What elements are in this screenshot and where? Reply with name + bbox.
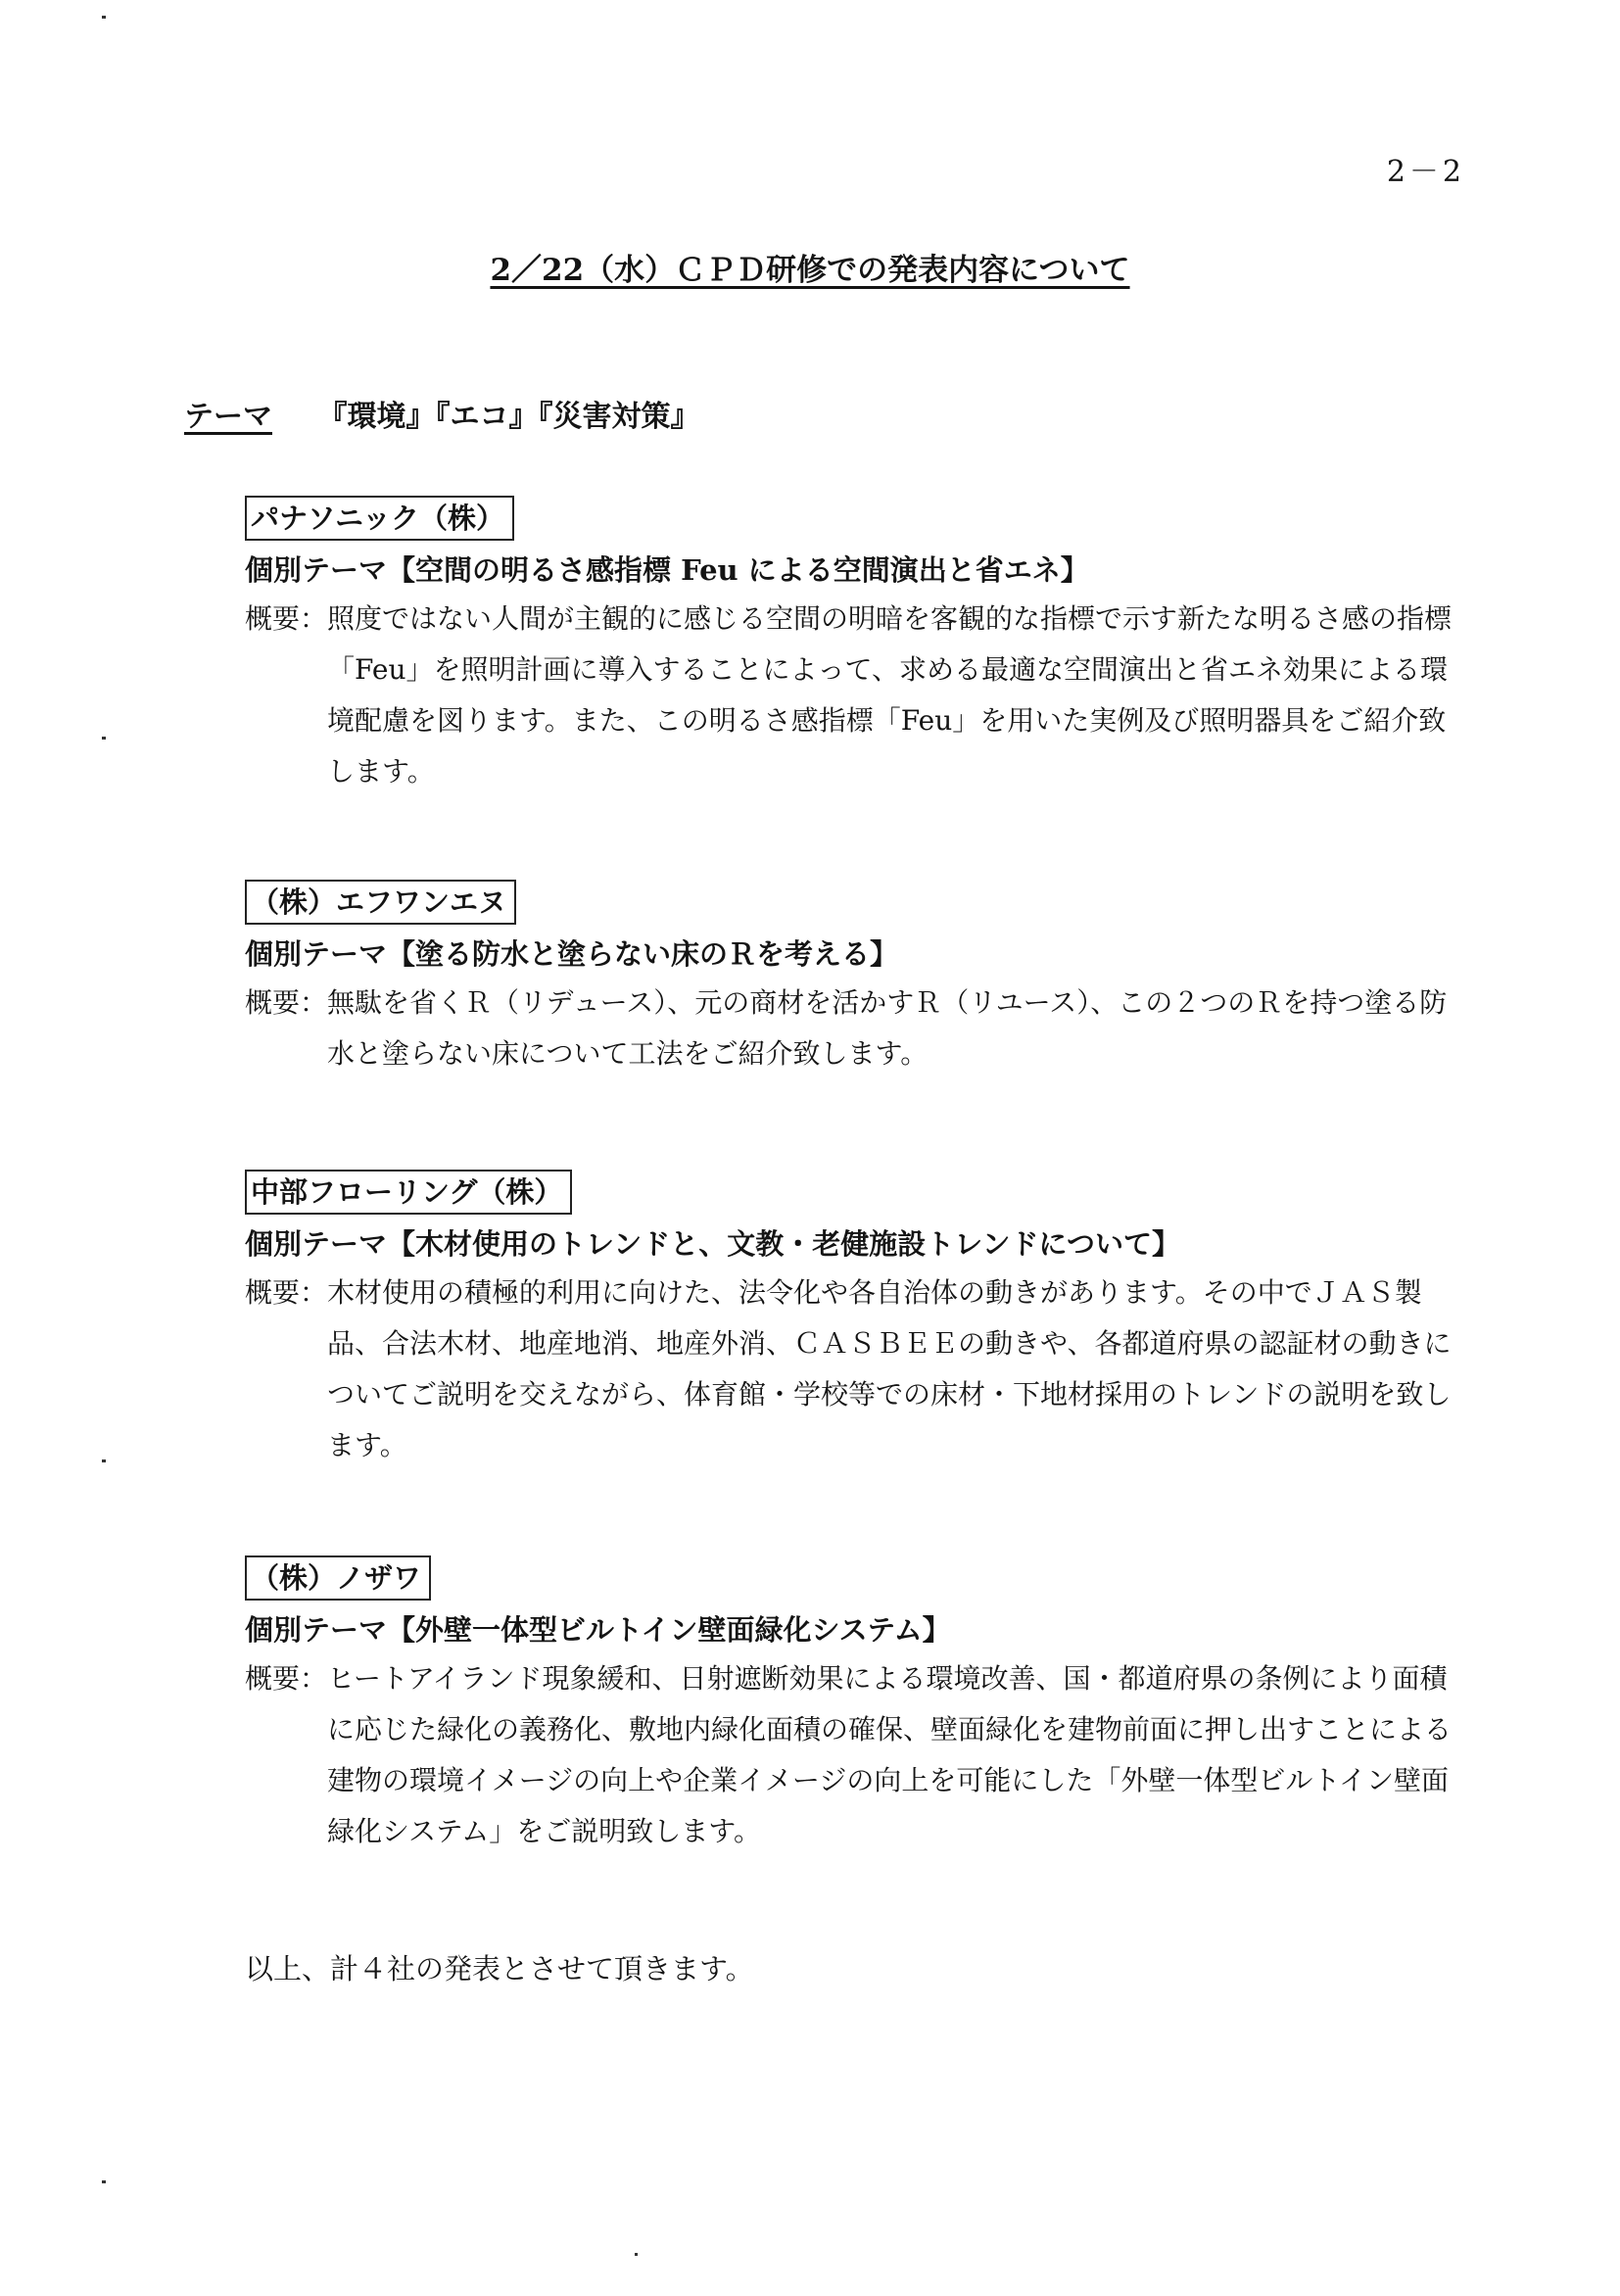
- presentation-section: [245, 1170, 1459, 1471]
- presentation-section: [245, 880, 1459, 1079]
- sub-theme: 個別テーマ【外壁一体型ビルトイン壁面緑化システム】: [245, 1613, 951, 1647]
- summary: [245, 978, 1459, 1079]
- summary-label: 概要：: [245, 602, 328, 635]
- closing-statement: 以上、計４社の発表とさせて頂きます。: [245, 1952, 754, 1985]
- document-title-text: 2／22（水）ＣＰＤ研修での発表内容について: [490, 253, 1130, 288]
- scan-speck: [102, 1459, 106, 1462]
- company-name-box: （株）エフワンエヌ: [245, 880, 516, 925]
- sub-theme: 個別テーマ【塗る防水と塗らない床のＲを考える】: [245, 937, 899, 971]
- summary-text: 照度ではない人間が主観的に感じる空間の明暗を客観的な指標で示す新たな明るさ感の指標「Feu」を照明計画に導入することによって、求める最適な空間演出と省エネ効果による環境配慮を図ります。また、この明るさ感指標「Feu」を用いた実例及び照明器具をご紹介致します。: [327, 602, 1453, 788]
- presentation-section: [245, 1555, 1459, 1857]
- document-title: [0, 245, 1620, 289]
- sub-theme: 個別テーマ【木材使用のトレンドと、文教・老健施設トレンドについて】: [245, 1227, 1180, 1261]
- scan-speck: [102, 737, 106, 740]
- presentation-section: [245, 496, 1459, 797]
- summary: [245, 594, 1459, 797]
- summary: [245, 1653, 1459, 1857]
- scan-speck: [102, 16, 106, 19]
- theme-line: [184, 392, 699, 435]
- summary-label: 概要：: [245, 1662, 328, 1695]
- sub-theme: 個別テーマ【空間の明るさ感指標 Feu による空間演出と省エネ】: [245, 553, 1089, 587]
- theme-label: テーマ: [184, 400, 272, 434]
- summary-text: ヒートアイランド現象緩和、日射遮断効果による環境改善、国・都道府県の条例により面積に応じた緑化の義務化、敷地内緑化面積の確保、壁面緑化を建物前面に押し出すことによる建物の環境イメージの向上や企業イメージの向上を可能にした「外壁一体型ビルトイン壁面緑化システム」をご説明致します。: [327, 1662, 1453, 1847]
- summary: [245, 1268, 1459, 1471]
- page-number: 2－2: [1386, 155, 1465, 189]
- scan-speck: [102, 2180, 106, 2183]
- company-name-box: パナソニック（株）: [245, 496, 514, 541]
- theme-value: 『環境』『エコ』『災害対策』: [317, 400, 700, 434]
- summary-label: 概要：: [245, 986, 328, 1019]
- summary-label: 概要：: [245, 1276, 328, 1309]
- company-name-box: （株）ノザワ: [245, 1555, 431, 1601]
- scan-speck: [635, 2253, 638, 2256]
- company-name-box: 中部フローリング（株）: [245, 1170, 572, 1215]
- summary-text: 無駄を省くＲ（リデュース）、元の商材を活かすＲ（リユース）、この２つのＲを持つ塗る防水と塗らない床について工法をご紹介致します。: [327, 986, 1448, 1070]
- summary-text: 木材使用の積極的利用に向けた、法令化や各自治体の動きがあります。その中でＪＡＳ製品、合法木材、地産地消、地産外消、ＣＡＳＢＥＥの動きや、各都道府県の認証材の動きについてご説明を交えながら、体育館・学校等での床材・下地材採用のトレンドの説明を致します。: [327, 1276, 1452, 1461]
